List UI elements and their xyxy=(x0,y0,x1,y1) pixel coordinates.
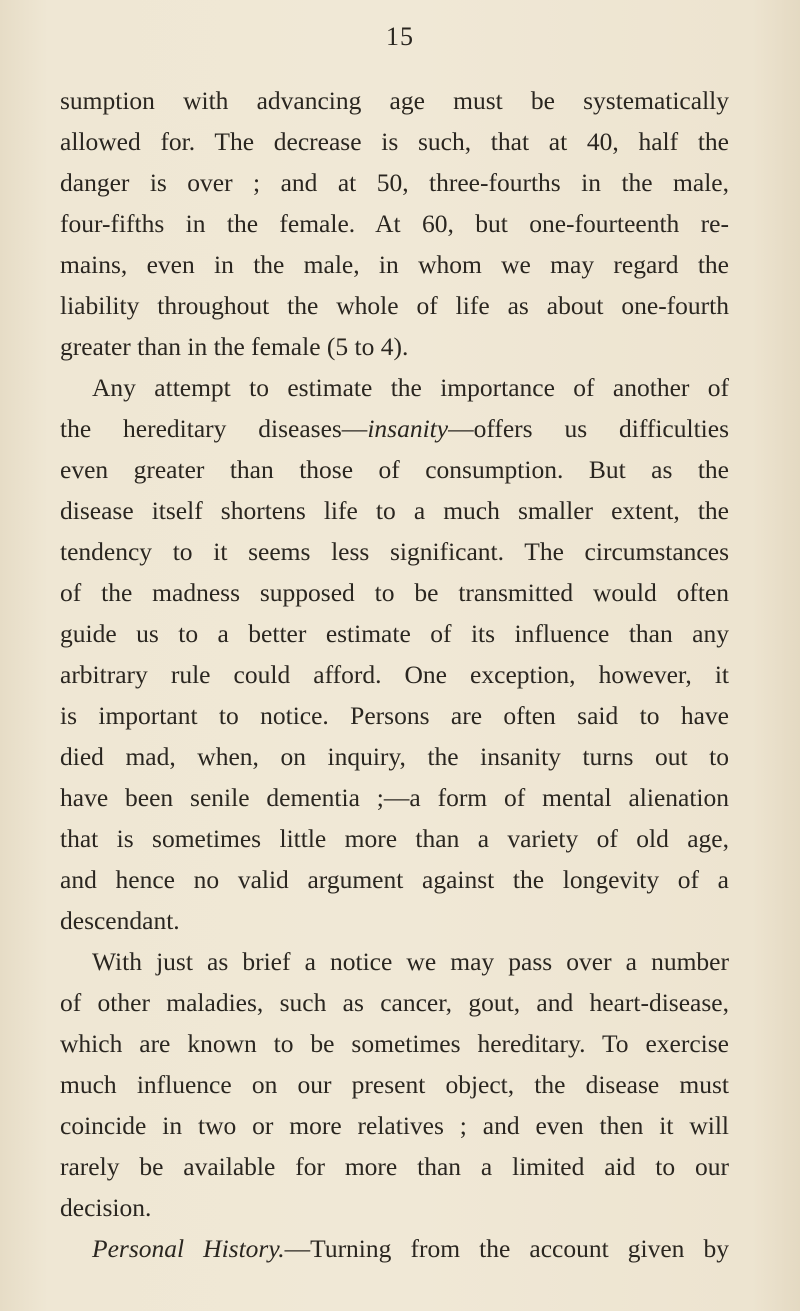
text-line: of other maladies, such as cancer, gout, and heart-disease, xyxy=(60,988,729,1017)
text-line: which are known to be sometimes hereditary. To exercise xyxy=(60,1029,729,1058)
text-line: sumption with advancing age must be systematically xyxy=(60,86,729,115)
text-line: descendant. xyxy=(60,906,180,935)
text-line: rarely be available for more than a limited aid to our xyxy=(60,1152,729,1181)
text-line: coincide in two or more relatives ; and even then it will xyxy=(60,1111,729,1140)
text-line: mains, even in the male, in whom we may regard the xyxy=(60,250,729,279)
text-line: liability throughout the whole of life as about one-fourth xyxy=(60,291,729,320)
text-segment: the hereditary diseases— xyxy=(60,414,368,443)
italic-term: insanity xyxy=(367,414,449,443)
text-line: guide us to a better estimate of its influence than any xyxy=(60,619,729,648)
text-line: have been senile dementia ;—a form of mental alienation xyxy=(60,783,729,812)
text-line: danger is over ; and at 50, three-fourths in the male, xyxy=(60,168,729,197)
text-line: of the madness supposed to be transmitted would often xyxy=(60,578,729,607)
text-line xyxy=(92,1234,729,1264)
text-line: With just as brief a notice we may pass over a number xyxy=(92,947,729,976)
section-heading: Personal History. xyxy=(92,1234,285,1263)
text-line: four-fifths in the female. At 60, but one-fourteenth re- xyxy=(60,209,729,238)
text-segment: —Turning from the account given by xyxy=(284,1234,730,1263)
text-line: tendency to it seems less significant. The circumstances xyxy=(60,537,729,566)
page-number: 15 xyxy=(386,22,414,51)
text-line: and hence no valid argument against the longevity of a xyxy=(60,865,729,894)
text-line xyxy=(60,414,729,444)
text-line: is important to notice. Persons are often said to have xyxy=(60,701,729,730)
text-line: died mad, when, on inquiry, the insanity turns out to xyxy=(60,742,729,771)
text-line: greater than in the female (5 to 4). xyxy=(60,332,409,361)
text-line: arbitrary rule could afford. One exception, however, it xyxy=(60,660,729,689)
text-segment: —offers us difficulties xyxy=(448,414,729,443)
text-line: allowed for. The decrease is such, that at 40, half the xyxy=(60,127,729,156)
text-line: disease itself shortens life to a much smaller extent, the xyxy=(60,496,729,525)
text-line: that is sometimes little more than a variety of old age, xyxy=(60,824,729,853)
text-line: even greater than those of consumption. But as the xyxy=(60,455,729,484)
text-line: much influence on our present object, the disease must xyxy=(60,1070,729,1099)
text-line: Any attempt to estimate the importance of another of xyxy=(92,373,729,402)
text-line: decision. xyxy=(60,1193,152,1222)
